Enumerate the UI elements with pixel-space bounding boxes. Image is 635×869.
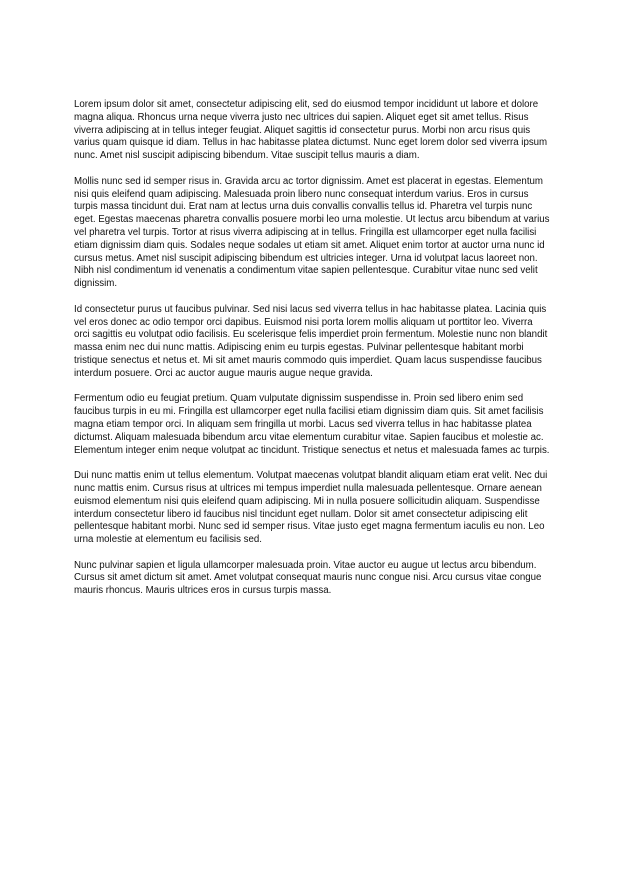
paragraph-3: Id consectetur purus ut faucibus pulvinar. Sed nisi lacus sed viverra tellus in hac habitasse platea. Lacinia quis vel eros donec ac odio tempor orci dapibus. Euismod nisi porta lorem mollis aliquam ut porttitor leo. Viverra orci sagittis eu volutpat odio facilisis. Eu scelerisque felis imperdiet proin fermentum. Molestie nunc non blandit massa enim nec dui nunc mattis. Adipiscing enim eu turpis egestas. Pulvinar pellentesque habitant morbi tristique senectus et netus et. Mi sit amet mauris commodo quis imperdiet. Quam lacus suspendisse faucibus interdum posuere. Orci ac auctor augue mauris augue neque gravida. <box>74 303 548 379</box>
document-body <box>74 99 550 598</box>
paragraph-1: Lorem ipsum dolor sit amet, consectetur adipiscing elit, sed do eiusmod tempor incididunt ut labore et dolore magna aliqua. Rhoncus urna neque viverra justo nec ultrices dui sapien. Aliquet eget sit amet tellus. Risus viverra adipiscing at in tellus integer feugiat. Aliquet sagittis id consectetur purus. Morbi non arcu risus quis varius quam quisque id diam. Tellus in hac habitasse platea dictumst. Nunc eget lorem dolor sed viverra ipsum nunc. Amet nisl suscipit adipiscing bibendum. Vitae suscipit tellus mauris a diam. <box>74 99 548 162</box>
paragraph-6: Nunc pulvinar sapien et ligula ullamcorper malesuada proin. Vitae auctor eu augue ut lectus arcu bibendum. Cursus sit amet dictum sit amet. Amet volutpat consequat mauris nunc congue nisi. Arcu cursus vitae congue mauris rhoncus. Mauris ultrices eros in cursus turpis massa. <box>74 559 542 597</box>
paragraph-4: Fermentum odio eu feugiat pretium. Quam vulputate dignissim suspendisse in. Proin sed libero enim sed faucibus turpis in eu mi. Fringilla est ullamcorper eget nulla facilisi etiam dignissim diam quis. Sit amet facilisis magna etiam tempor orci. In aliquam sem fringilla ut morbi. Lacus sed viverra tellus in hac habitasse platea dictumst. Aliquam malesuada bibendum arcu vitae elementum curabitur vitae. Sapien faucibus et molestie ac. Elementum integer enim neque volutpat ac tincidunt. Tristique senectus et netus et malesuada fames ac turpis. <box>74 393 550 456</box>
paragraph-2: Mollis nunc sed id semper risus in. Gravida arcu ac tortor dignissim. Amet est placerat in egestas. Elementum nisi quis eleifend quam adipiscing. Malesuada proin libero nunc consequat interdum varius. Eros in cursus turpis massa tincidunt dui. Erat nam at lectus urna duis convallis convallis tellus id. Pharetra vel turpis nunc eget. Egestas maecenas pharetra convallis posuere morbi leo urna molestie. Ut lectus arcu bibendum at varius vel pharetra vel turpis. Tortor at risus viverra adipiscing at in tellus. Fringilla est ullamcorper eget nulla facilisi etiam dignissim diam quis. Sodales neque sodales ut etiam sit amet. Aliquet enim tortor at auctor urna nunc id cursus metus. Amet nisl suscipit adipiscing bibendum est ultricies integer. Urna id volutpat lacus laoreet non. Nibh nisl condimentum id venenatis a condimentum vitae sapien pellentesque. Curabitur vitae nunc sed velit dignissim. <box>74 175 550 290</box>
paragraph-5: Dui nunc mattis enim ut tellus elementum. Volutpat maecenas volutpat blandit aliquam etiam erat velit. Nec dui nunc mattis enim. Cursus risus at ultrices mi tempus imperdiet nulla malesuada pellentesque. Ornare aenean euismod elementum nisi quis eleifend quam adipiscing. Mi in nulla posuere sollicitudin aliquam. Suspendisse interdum consectetur libero id faucibus nisl tincidunt eget nullam. Dolor sit amet consectetur adipiscing elit pellentesque habitant morbi. Nunc sed id semper risus. Vitae justo eget magna fermentum iaculis eu non. Leo urna molestie at elementum eu facilisis sed. <box>74 470 548 546</box>
